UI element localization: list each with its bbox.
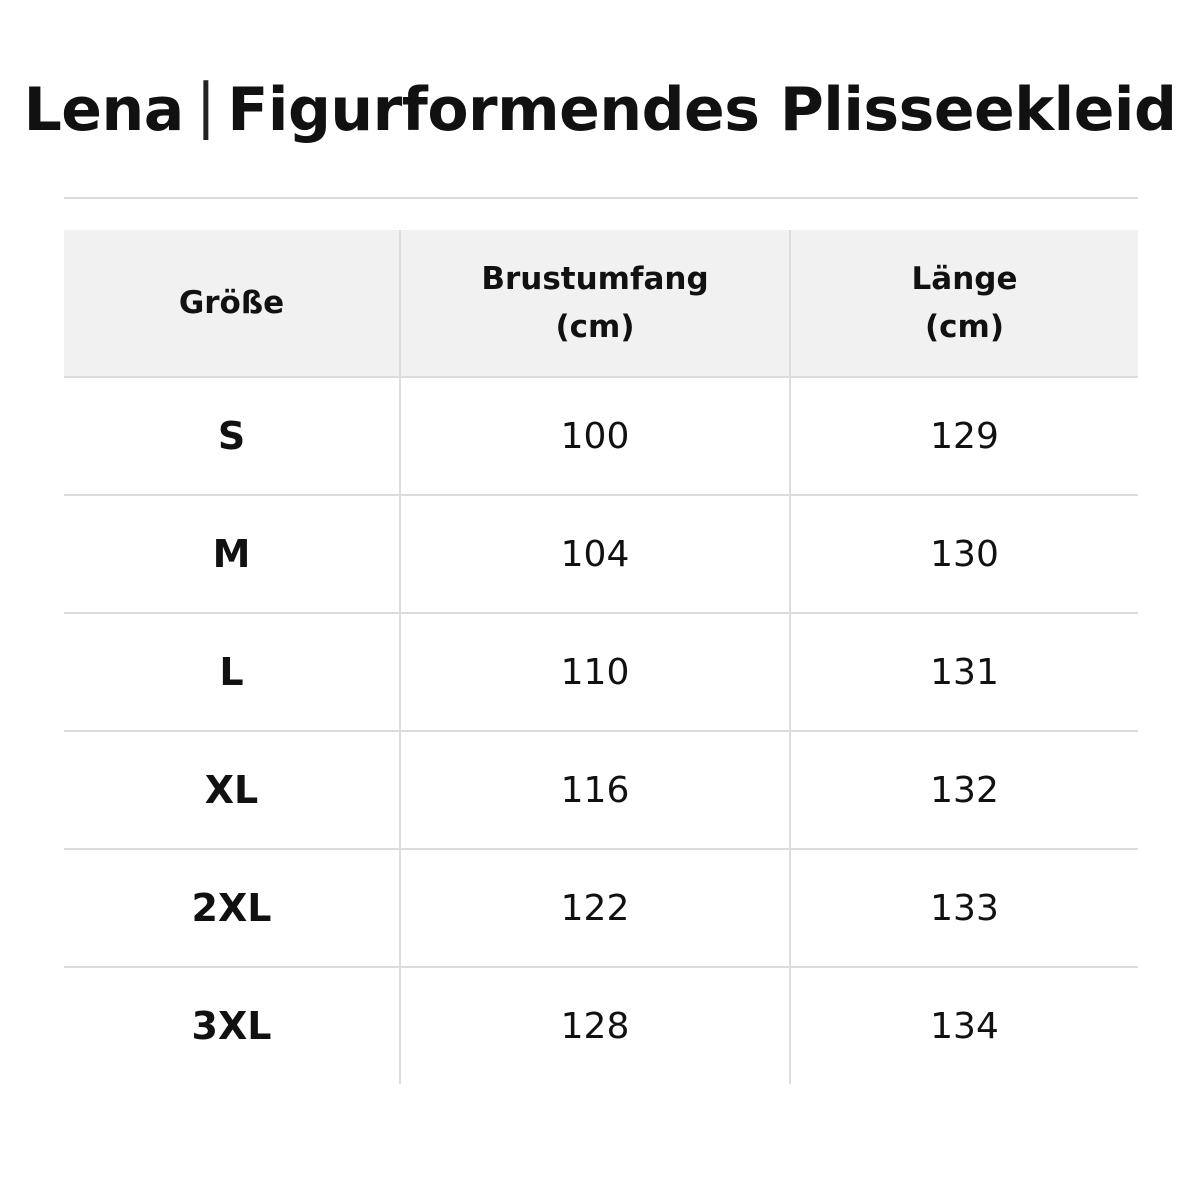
size-cell: 2XL (64, 849, 400, 967)
title-divider (64, 197, 1138, 199)
size-cell: S (64, 377, 400, 495)
table-row (64, 495, 1138, 613)
table-row (64, 613, 1138, 731)
title-separator: | (195, 71, 216, 141)
length-cell: 132 (790, 731, 1138, 849)
chest-cell: 104 (400, 495, 790, 613)
column-header-chest (400, 230, 790, 377)
column-header-unit: (cm) (924, 309, 1004, 345)
length-cell: 130 (790, 495, 1138, 613)
size-cell: XL (64, 731, 400, 849)
page-title (0, 68, 1200, 152)
length-cell: 133 (790, 849, 1138, 967)
chest-cell: 116 (400, 731, 790, 849)
column-header-label: Größe (178, 285, 285, 321)
column-header-length (790, 230, 1138, 377)
length-cell: 134 (790, 967, 1138, 1084)
size-cell: L (64, 613, 400, 731)
length-cell: 131 (790, 613, 1138, 731)
chest-cell: 128 (400, 967, 790, 1084)
table-row (64, 377, 1138, 495)
product-name: Figurformendes Plisseekleid (227, 75, 1177, 145)
size-table (64, 230, 1138, 1084)
length-cell: 129 (790, 377, 1138, 495)
chest-cell: 100 (400, 377, 790, 495)
column-header-label: Länge (911, 261, 1018, 297)
table-row (64, 967, 1138, 1084)
size-cell: M (64, 495, 400, 613)
size-cell: 3XL (191, 1004, 272, 1048)
table-row (64, 849, 1138, 967)
table-row (64, 731, 1138, 849)
table-header-row (64, 230, 1138, 377)
column-header-size (64, 230, 400, 377)
brand-name: Lena (23, 75, 184, 145)
column-header-unit: (cm) (555, 309, 635, 345)
column-header-label: Brustumfang (481, 261, 709, 297)
chest-cell: 122 (400, 849, 790, 967)
chest-cell: 110 (400, 613, 790, 731)
